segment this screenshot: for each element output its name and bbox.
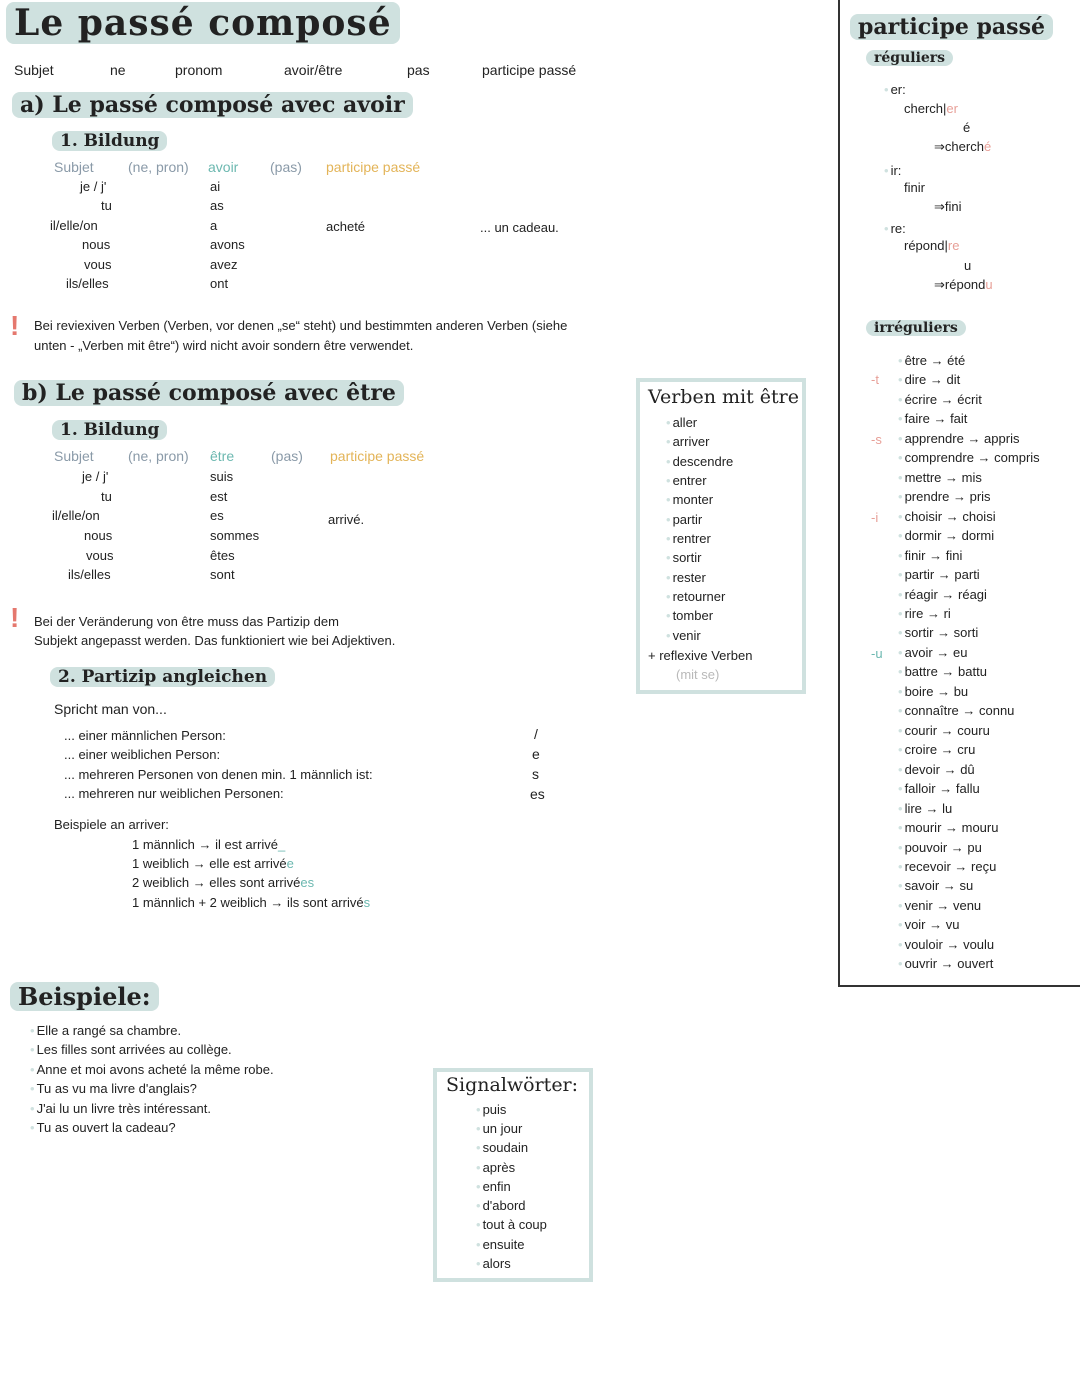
- b-head-pp: participe passé: [330, 448, 425, 464]
- a-subject: nous: [82, 237, 111, 252]
- list-item: • rentrer: [666, 531, 711, 546]
- section-a-title: a) Le passé composé avec avoir: [12, 92, 413, 118]
- etre-box-title: Verben mit être: [648, 386, 799, 408]
- b-subject: je / j': [82, 469, 109, 484]
- list-item: • partir: [666, 512, 702, 527]
- signal-title: Signalwörter:: [446, 1074, 579, 1096]
- rule-ending: e: [532, 746, 540, 762]
- b-head-pas: (pas): [271, 448, 303, 464]
- regular-label: • ir:: [884, 163, 901, 178]
- irregular-item: • être → été: [898, 353, 965, 368]
- a-subject: je / j': [80, 179, 107, 194]
- irregular-item: • mettre → mis: [898, 470, 982, 485]
- pp-regular-title: réguliers: [866, 50, 953, 66]
- rule-ending: s: [532, 766, 539, 782]
- list-item: • descendre: [666, 454, 733, 469]
- arriver-example: 1 weiblich → elle est arrivée: [132, 856, 294, 871]
- irregular-item: • pouvoir → pu: [898, 840, 982, 855]
- warning-icon: !: [10, 602, 20, 633]
- a-head-nepron: (ne, pron): [128, 159, 189, 175]
- irregular-item: • devoir → dû: [898, 762, 975, 777]
- a-head-subject: Subjet: [54, 159, 94, 175]
- warning-icon: !: [10, 310, 20, 341]
- regular-stem: cherch|er: [904, 101, 958, 116]
- rule-ending: /: [534, 726, 538, 742]
- irregular-item: • boire → bu: [898, 684, 968, 699]
- a-verb: ai: [210, 179, 221, 194]
- rule-text: ... mehreren nur weiblichen Personen:: [64, 786, 284, 801]
- irregular-item: • réagir → réagi: [898, 587, 987, 602]
- list-item: • venir: [666, 628, 701, 643]
- list-item: • puis: [476, 1102, 506, 1117]
- irregular-item: • voir → vu: [898, 917, 959, 932]
- formula-auxiliary: avoir/être: [284, 62, 343, 78]
- b-participle: arrivé.: [328, 512, 365, 527]
- irregular-item: • courir → couru: [898, 723, 990, 738]
- a-subject: il/elle/on: [50, 218, 98, 233]
- irregular-group: -u: [871, 646, 883, 661]
- b-verb: suis: [210, 469, 234, 484]
- a-verb: avons: [210, 237, 245, 252]
- irregular-item: • dormir → dormi: [898, 528, 994, 543]
- irregular-item: • ouvrir → ouvert: [898, 956, 993, 971]
- irregular-item: • avoir → eu: [898, 645, 967, 660]
- a-subject: vous: [84, 257, 112, 272]
- arriver-example: 1 männlich → il est arrivé_: [132, 837, 286, 852]
- irregular-item: • battre → battu: [898, 664, 987, 679]
- rule-text: ... einer weiblichen Person:: [64, 747, 221, 762]
- regular-stem: finir: [904, 180, 925, 195]
- note2-line1: Bei der Veränderung von être muss das Partizip dem: [34, 614, 339, 629]
- irregular-item: • choisir → choisi: [898, 509, 996, 524]
- regular-mark: u: [964, 258, 972, 273]
- irregular-item: • dire → dit: [898, 372, 960, 387]
- irregular-item: • venir → venu: [898, 898, 981, 913]
- formula-ne: ne: [110, 62, 126, 78]
- section-b-title: b) Le passé composé avec être: [14, 380, 404, 406]
- irregular-item: • partir → parti: [898, 567, 980, 582]
- irregular-item: • connaître → connu: [898, 703, 1014, 718]
- formula-participle: participe passé: [482, 62, 577, 78]
- a-head-pp: participe passé: [326, 159, 421, 175]
- list-item: • Anne et moi avons acheté la même robe.: [30, 1062, 274, 1077]
- rule-ending: es: [530, 786, 545, 802]
- list-item: • sortir: [666, 550, 701, 565]
- list-item: • après: [476, 1160, 515, 1175]
- formula-pronom: pronom: [175, 62, 223, 78]
- a-verb: a: [210, 218, 218, 233]
- b-head-aux: être: [210, 448, 235, 464]
- b-subject: nous: [84, 528, 113, 543]
- irregular-item: • vouloir → voulu: [898, 937, 994, 952]
- a-participle: acheté: [326, 219, 366, 234]
- irregular-item: • croire → cru: [898, 742, 975, 757]
- irregular-item: • lire → lu: [898, 801, 952, 816]
- pp-title: participe passé: [850, 14, 1053, 40]
- etre-verbs-box: [636, 378, 806, 694]
- b-head-subject: Subjet: [54, 448, 94, 464]
- b-subject: vous: [86, 548, 114, 563]
- list-item: • ensuite: [476, 1237, 524, 1252]
- irregular-item: • sortir → sorti: [898, 625, 978, 640]
- note2-line2: Subjekt angepasst werden. Das funktioniert wie bei Adjektiven.: [34, 633, 396, 648]
- b-verb: es: [210, 508, 224, 523]
- irregular-item: • prendre → pris: [898, 489, 991, 504]
- list-item: • arriver: [666, 434, 709, 449]
- rule-text: ... einer männlichen Person:: [64, 728, 226, 743]
- b-verb: sont: [210, 567, 235, 582]
- list-item: • rester: [666, 570, 706, 585]
- regular-mark: é: [963, 120, 971, 135]
- b-subject: tu: [101, 489, 112, 504]
- regular-result: ⇒cherché: [934, 139, 992, 154]
- a-verb: as: [210, 198, 224, 213]
- arriver-example: 2 weiblich → elles sont arrivées: [132, 875, 315, 890]
- a-object: ... un cadeau.: [480, 220, 559, 235]
- irregular-item: • finir → fini: [898, 548, 962, 563]
- regular-stem: répond|re: [904, 238, 960, 253]
- irregular-item: • falloir → fallu: [898, 781, 980, 796]
- list-item: • alors: [476, 1256, 511, 1271]
- irregular-item: • apprendre → appris: [898, 431, 1019, 446]
- formula-subject: Subjet: [14, 62, 54, 78]
- regular-label: • re:: [884, 221, 906, 236]
- list-item: • monter: [666, 492, 713, 507]
- a-head-aux: avoir: [208, 159, 239, 175]
- a-subject: tu: [101, 198, 112, 213]
- list-item: • soudain: [476, 1140, 528, 1155]
- pp-irregular-title: irréguliers: [866, 320, 966, 336]
- irregular-item: • mourir → mouru: [898, 820, 998, 835]
- list-item: • J'ai lu un livre très intéressant.: [30, 1101, 211, 1116]
- b-verb: est: [210, 489, 228, 504]
- b-head-nepron: (ne, pron): [128, 448, 189, 464]
- regular-label: • er:: [884, 82, 906, 97]
- note1-line1: Bei reviexiven Verben (Verben, vor denen „se“ steht) und bestimmten anderen Verben (siehe: [34, 318, 568, 333]
- b-subject: il/elle/on: [52, 508, 100, 523]
- irregular-group: -i: [871, 510, 879, 525]
- etre-box-extra: + reflexive Verben: [648, 648, 753, 663]
- angleichen-intro: Spricht man von...: [54, 701, 167, 717]
- a-subject: ils/elles: [66, 276, 109, 291]
- list-item: • enfin: [476, 1179, 511, 1194]
- section-b-sub: 1. Bildung: [52, 420, 167, 440]
- irregular-item: • recevoir → reçu: [898, 859, 996, 874]
- irregular-group: -s: [871, 432, 882, 447]
- list-item: • d'abord: [476, 1198, 526, 1213]
- note1-line2: unten - „Verben mit être“) wird nicht avoir sondern être verwendet.: [34, 338, 414, 353]
- section-a-sub: 1. Bildung: [52, 131, 167, 151]
- list-item: • aller: [666, 415, 697, 430]
- list-item: • Elle a rangé sa chambre.: [30, 1023, 181, 1038]
- arriver-example: 1 männlich + 2 weiblich → ils sont arrivés: [132, 895, 371, 910]
- b-verb: êtes: [210, 548, 235, 563]
- list-item: • entrer: [666, 473, 707, 488]
- list-item: • Tu as ouvert la cadeau?: [30, 1120, 176, 1135]
- regular-result: ⇒fini: [934, 199, 962, 214]
- irregular-group: -t: [871, 372, 879, 387]
- irregular-item: • savoir → su: [898, 878, 973, 893]
- irregular-item: • comprendre → compris: [898, 450, 1040, 465]
- irregular-item: • faire → fait: [898, 411, 967, 426]
- list-item: • tout à coup: [476, 1217, 547, 1232]
- a-head-pas: (pas): [270, 159, 302, 175]
- regular-result: ⇒répondu: [934, 277, 993, 292]
- irregular-item: • écrire → écrit: [898, 392, 982, 407]
- b-verb: sommes: [210, 528, 260, 543]
- beispiele-title: Beispiele:: [10, 982, 159, 1011]
- examples-intro: Beispiele an arriver:: [54, 817, 169, 832]
- rule-text: ... mehreren Personen von denen min. 1 männlich ist:: [64, 767, 373, 782]
- a-verb: ont: [210, 276, 229, 291]
- angleichen-title: 2. Partizip angleichen: [50, 667, 275, 687]
- etre-box-extra-note: (mit se): [676, 667, 720, 682]
- formula-pas: pas: [407, 62, 430, 78]
- list-item: • un jour: [476, 1121, 522, 1136]
- page-title: Le passé composé: [6, 2, 400, 44]
- list-item: • Tu as vu ma livre d'anglais?: [30, 1081, 197, 1096]
- a-verb: avez: [210, 257, 238, 272]
- list-item: • Les filles sont arrivées au collège.: [30, 1042, 232, 1057]
- b-subject: ils/elles: [68, 567, 111, 582]
- list-item: • retourner: [666, 589, 725, 604]
- list-item: • tomber: [666, 608, 713, 623]
- irregular-item: • rire → ri: [898, 606, 951, 621]
